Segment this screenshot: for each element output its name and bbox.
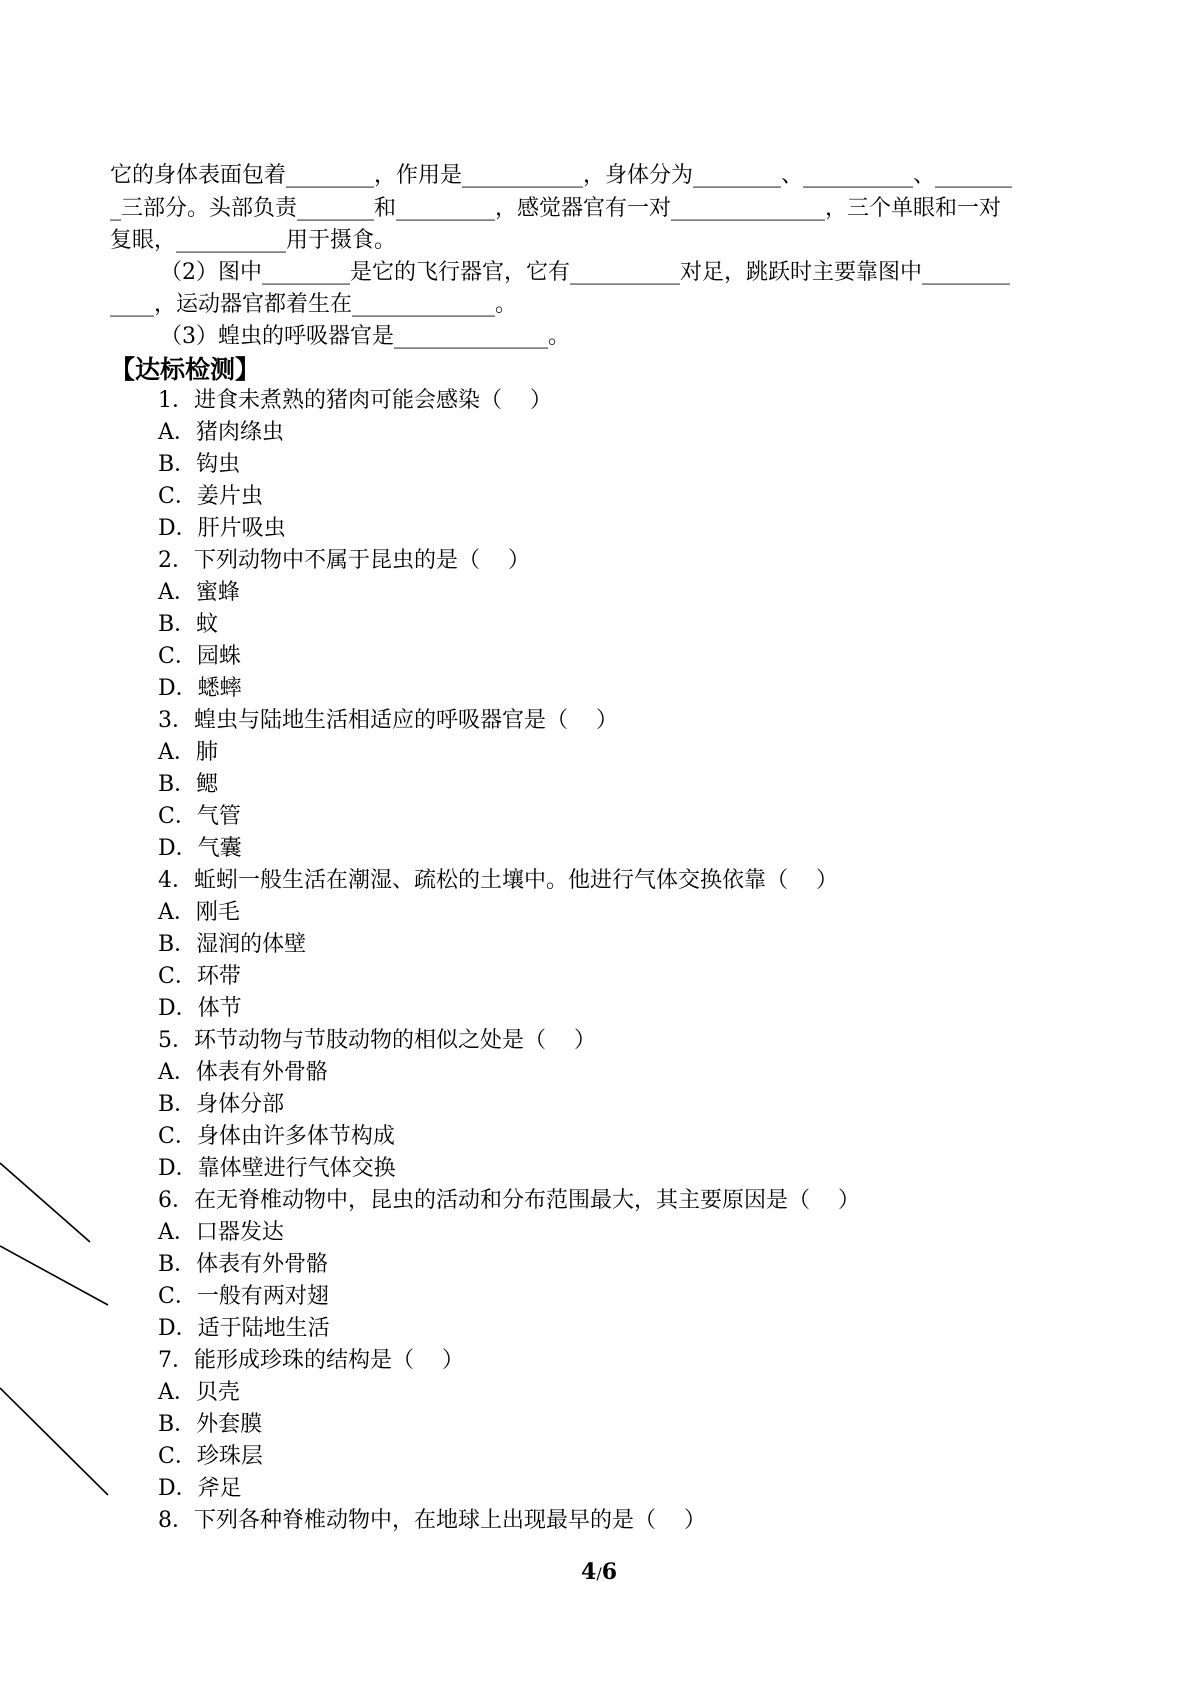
label-line	[0, 1163, 90, 1242]
page-number	[581, 1557, 617, 1589]
answer-option: A．贝壳	[158, 1380, 240, 1405]
answer-option: A．口器发达	[158, 1220, 284, 1245]
answer-option: A．刚毛	[158, 900, 240, 925]
answer-option: D．气囊	[158, 836, 242, 861]
question-stem: 5．环节动物与节肢动物的相似之处是（ ）	[158, 1028, 596, 1053]
answer-option: C．一般有两对翅	[158, 1284, 329, 1309]
answer-option: C．身体由许多体节构成	[158, 1124, 395, 1149]
answer-option: D．适于陆地生活	[158, 1316, 330, 1341]
answer-option: A．肺	[158, 740, 218, 765]
fill-in-line: （2）图中________是它的飞行器官，它有__________对足，跳跃时主要靠图中________	[160, 260, 1010, 285]
answer-option: B．体表有外骨骼	[158, 1252, 329, 1277]
label-line	[0, 1246, 108, 1305]
answer-option: D．肝片吸虫	[158, 516, 286, 541]
question-stem: 7．能形成珍珠的结构是（ ）	[158, 1348, 464, 1373]
answer-option: D．靠体壁进行气体交换	[158, 1156, 396, 1181]
page-separator: /	[596, 1564, 602, 1583]
fill-in-line: 它的身体表面包着________，作用是___________，身体分为________、__________、_______	[110, 163, 1013, 188]
fill-in-line: 复眼，__________用于摄食。	[110, 228, 397, 253]
section-title: 【达标检测】	[110, 355, 261, 384]
question-stem: 3．蝗虫与陆地生活相适应的呼吸器官是（ ）	[158, 708, 618, 733]
answer-option: B．蚊	[158, 612, 219, 637]
answer-option: D．体节	[158, 996, 242, 1021]
answer-option: C．珍珠层	[158, 1444, 263, 1469]
answer-option: A．体表有外骨骼	[158, 1060, 328, 1085]
answer-option: B．身体分部	[158, 1092, 285, 1117]
page-current: 4	[581, 1559, 597, 1585]
answer-option: C．气管	[158, 804, 241, 829]
answer-option: D．蟋蟀	[158, 676, 242, 701]
answer-option: B．钩虫	[158, 452, 241, 477]
answer-option: B．湿润的体壁	[158, 932, 307, 957]
answer-option: C．园蛛	[158, 644, 241, 669]
question-stem: 8．下列各种脊椎动物中，在地球上出现最早的是（ ）	[158, 1508, 706, 1533]
answer-option: D．斧足	[158, 1476, 242, 1501]
question-stem: 4．蚯蚓一般生活在潮湿、疏松的土壤中。他进行气体交换依靠（ ）	[158, 868, 838, 893]
question-stem: 6．在无脊椎动物中，昆虫的活动和分布范围最大，其主要原因是（ ）	[158, 1188, 860, 1213]
fill-in-line: （3）蝗虫的呼吸器官是______________。	[160, 324, 570, 349]
page-total: 6	[601, 1559, 618, 1585]
fill-in-line: _三部分。头部负责_______和_________，感觉器官有一对______________，三个单眼和一对	[110, 196, 1002, 221]
question-stem: 1．进食未煮熟的猪肉可能会感染（ ）	[158, 388, 552, 413]
answer-option: B．外套膜	[158, 1412, 263, 1437]
answer-option: C．姜片虫	[158, 484, 263, 509]
fill-in-line: ____，运动器官都着生在_____________。	[110, 292, 518, 317]
answer-option: A．猪肉绦虫	[158, 420, 284, 445]
answer-option: B．鳃	[158, 772, 219, 797]
answer-option: A．蜜蜂	[158, 580, 240, 605]
label-line	[0, 1388, 108, 1495]
answer-option: C．环带	[158, 964, 241, 989]
question-stem: 2．下列动物中不属于昆虫的是（ ）	[158, 548, 530, 573]
